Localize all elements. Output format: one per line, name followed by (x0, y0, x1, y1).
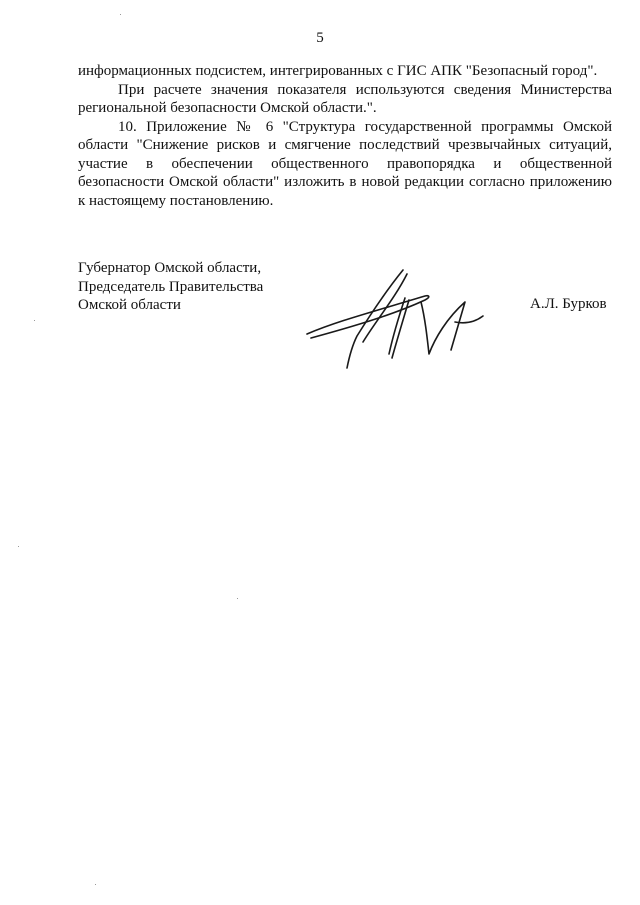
signatory-title (78, 259, 263, 315)
scan-speck (237, 598, 238, 599)
scan-speck (34, 320, 35, 321)
signatory-title-line: Омской области (78, 297, 181, 313)
paragraph-continuation: информационных подсистем, интегрированных с ГИС АПК "Безопасный город". (78, 63, 598, 79)
page-number: 5 (316, 30, 324, 46)
scan-speck (120, 14, 121, 15)
signer-name: А.Л. Бурков (530, 296, 607, 312)
paragraph-item-10: 10. Приложение № 6 "Структура государственной программы Омской области "Снижение рисков и смягчение последствий чрезвычайных ситуаций, участие в обеспечении общественного правопорядка и общественной безопасности Омской области" изложить в новой редакции согласно приложению к настоящему постановлению. (78, 118, 612, 209)
paragraph-indicator-source: При расчете значения показателя используются сведения Министерства региональной безопасности Омской области.". (78, 81, 612, 116)
signatory-title-line: Председатель Правительства (78, 278, 264, 295)
document-body (78, 62, 612, 210)
scan-speck (18, 546, 19, 547)
scan-speck (95, 884, 96, 885)
handwritten-signature (305, 262, 485, 374)
signatory-title-line: Губернатор Омской области, (78, 260, 262, 276)
